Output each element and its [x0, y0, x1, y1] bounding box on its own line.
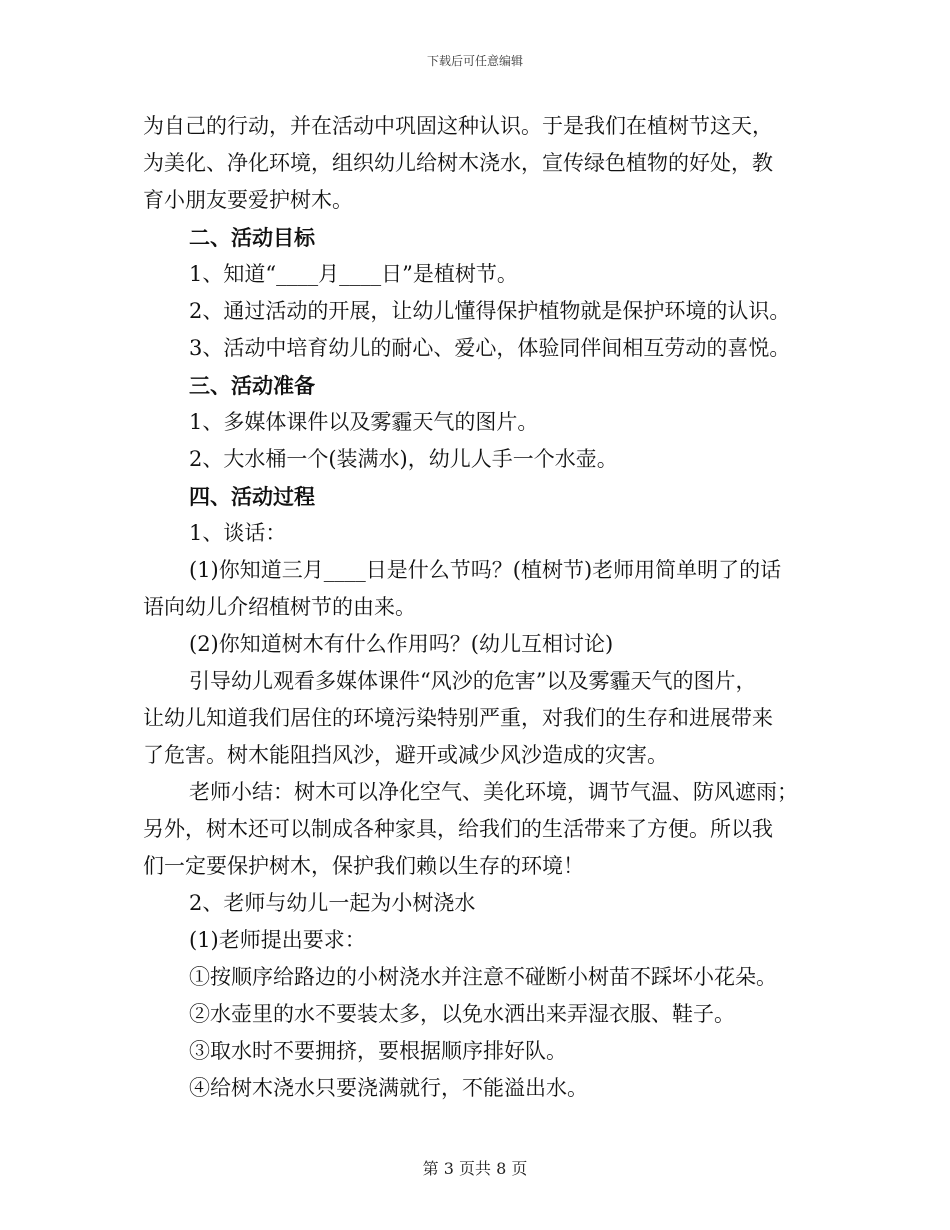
page-footer: 第 3 页共 8 页 — [422, 1159, 528, 1178]
requirement-item: ④给树木浇水只要浇满就行，不能溢出水。 — [189, 1076, 588, 1100]
paragraph-line: 为自己的行动，并在活动中巩固这种认识。于是我们在植树节这天， — [143, 114, 773, 138]
paragraph-line: 引导幼儿观看多媒体课件“风沙的危害”以及雾霾天气的图片， — [189, 669, 757, 693]
goal-item: 3、活动中培育幼儿的耐心、爱心，体验同伴间相互劳动的喜悦。 — [189, 336, 791, 360]
document-body — [143, 108, 807, 1107]
paragraph-line: 语向幼儿介绍植树节的由来。 — [143, 595, 416, 619]
paragraph-line: 育小朋友要爱护树木。 — [143, 188, 353, 212]
paragraph-line: (1)你知道三月____日是什么节吗？(植树节)老师用简单明了的话 — [189, 558, 782, 582]
requirement-item: ②水壶里的水不要装太多，以免水洒出来弄湿衣服、鞋子。 — [189, 1002, 735, 1026]
section-heading-preparation: 三、活动准备 — [189, 373, 315, 398]
process-step: 1、谈话： — [189, 521, 287, 545]
paragraph-line: 了危害。树木能阻挡风沙，避开或减少风沙造成的灾害。 — [143, 743, 668, 767]
preparation-item: 2、大水桶一个(装满水)，幼儿人手一个水壶。 — [189, 447, 618, 471]
page-header: 下载后可任意编辑 — [426, 54, 523, 68]
paragraph-line: 另外，树木还可以制成各种家具，给我们的生活带来了方便。所以我 — [143, 817, 773, 841]
goal-item: 2、通过活动的开展，让幼儿懂得保护植物就是保护环境的认识。 — [189, 299, 791, 323]
paragraph-line: 们一定要保护树木，保护我们赖以生存的环境！ — [143, 854, 584, 878]
process-step: 2、老师与幼儿一起为小树浇水 — [189, 891, 476, 915]
requirement-item: ③取水时不要拥挤，要根据顺序排好队。 — [189, 1039, 567, 1063]
paragraph-line: 为美化、净化环境，组织幼儿给树木浇水，宣传绿色植物的好处，教 — [143, 151, 773, 175]
requirement-item: ①按顺序给路边的小树浇水并注意不碰断小树苗不踩坏小花朵。 — [189, 965, 777, 989]
paragraph-line: (2)你知道树木有什么作用吗？(幼儿互相讨论) — [189, 632, 614, 656]
paragraph-line: (1)老师提出要求： — [189, 928, 366, 952]
preparation-item: 1、多媒体课件以及雾霾天气的图片。 — [189, 410, 539, 434]
paragraph-line: 让幼儿知道我们居住的环境污染特别严重，对我们的生存和进展带来 — [143, 706, 773, 730]
paragraph-line: 老师小结：树木可以净化空气、美化环境，调节气温、防风遮雨； — [189, 780, 798, 804]
section-heading-goals: 二、活动目标 — [189, 225, 315, 250]
section-heading-process: 四、活动过程 — [189, 484, 315, 509]
goal-item: 1、知道“____月____日”是植树节。 — [189, 262, 518, 286]
